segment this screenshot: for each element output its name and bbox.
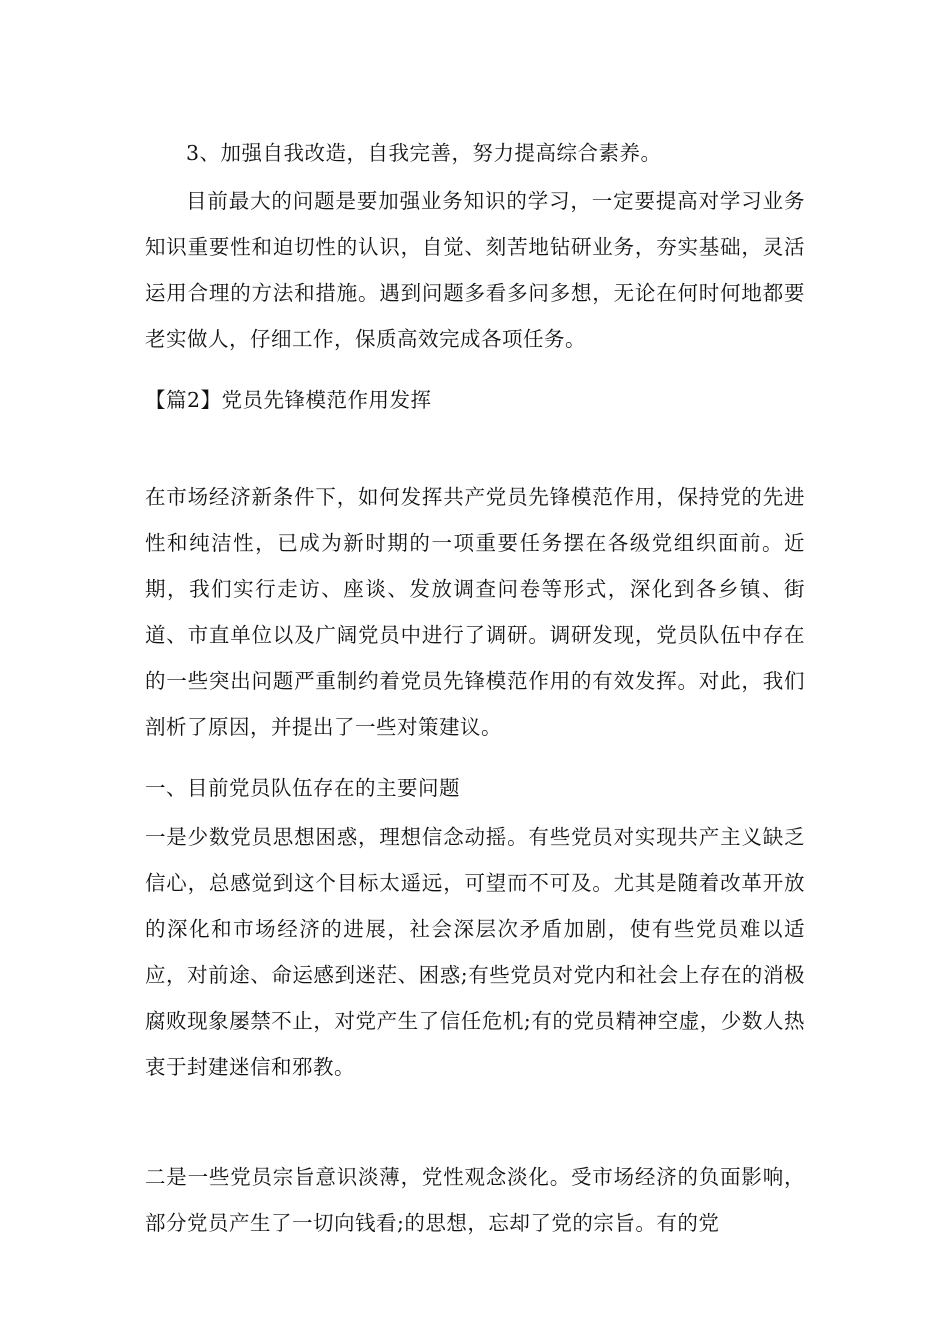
subheading-main-problems: 一、目前党员队伍存在的主要问题 bbox=[145, 776, 460, 800]
paragraph-problem-two: 二是一些党员宗旨意识淡薄，党性观念淡化。受市场经济的负面影响，部分党员产生了一切向钱看;的思想，忘却了党的宗旨。有的党 bbox=[145, 1165, 805, 1235]
paragraph-business-knowledge: 目前最大的问题是要加强业务知识的学习，一定要提高对学习业务知识重要性和迫切性的认识，自觉、刻苦地钻研业务，夯实基础，灵活运用合理的方法和措施。遇到问题多看多问多想，无论在何时何地都要老实做人，仔细工作，保质高效完成各项任务。 bbox=[145, 189, 805, 351]
paragraph-market-economy: 在市场经济新条件下，如何发挥共产党员先锋模范作用，保持党的先进性和纯洁性，已成为新时期的一项重要任务摆在各级党组织面前。近期，我们实行走访、座谈、发放调查问卷等形式，深化到各乡镇、街道、市直单位以及广阔党员中进行了调研。调研发现，党员队伍中存在的一些突出问题严重制约着党员先锋模范作用的有效发挥。对此，我们剖析了原因，并提出了一些对策建议。 bbox=[145, 485, 805, 739]
paragraph-problem-one: 一是少数党员思想困惑，理想信念动摇。有些党员对实现共产主义缺乏信心，总感觉到这个目标太遥远，可望而不可及。尤其是随着改革开放的深化和市场经济的进展，社会深层次矛盾加剧，使有些党员难以适应，对前途、命运感到迷茫、困惑;有些党员对党内和社会上存在的消极腐败现象屡禁不止，对党产生了信任危机;有的党员精神空虚，少数人热衷于封建迷信和邪教。 bbox=[145, 825, 805, 1079]
paragraph-item-3: 3、加强自我改造，自我完善，努力提高综合素养。 bbox=[186, 141, 662, 165]
section-heading-part-2: 【篇2】党员先锋模范作用发挥 bbox=[145, 388, 432, 412]
